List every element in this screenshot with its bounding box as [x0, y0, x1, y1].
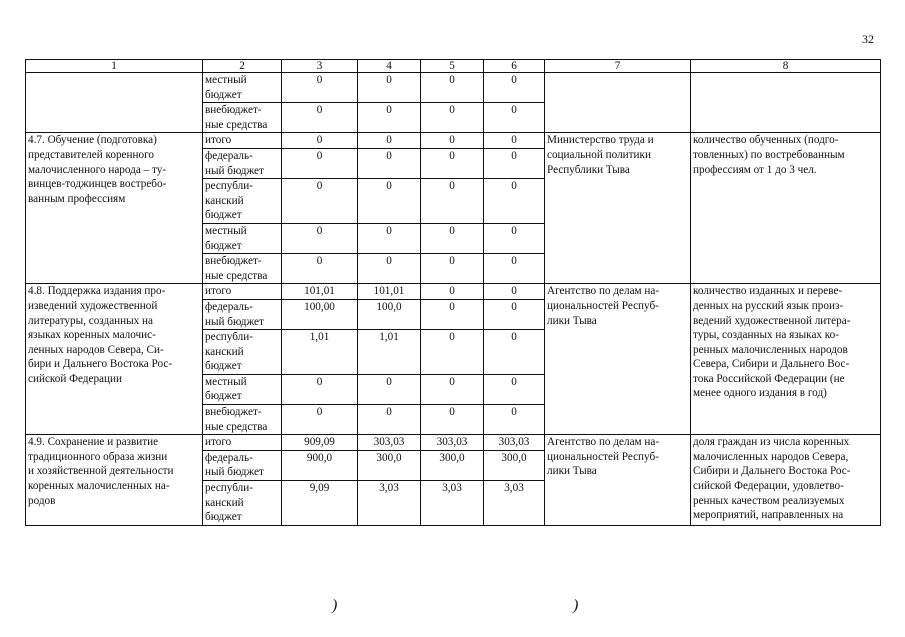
- value-cell: 300,0: [421, 450, 484, 480]
- value-cell: 0: [484, 179, 545, 224]
- value-cell: 0: [282, 148, 358, 178]
- budget-source-cell: республи- канский бюджет: [203, 330, 282, 375]
- column-header: 2: [203, 60, 282, 73]
- budget-source-cell: местный бюджет: [203, 223, 282, 253]
- value-cell: 0: [282, 254, 358, 284]
- value-cell: 100,0: [358, 299, 421, 329]
- measure-cell: 4.7. Обучение (подготовка) представителей коренного малочисленного народа – ту- винцев-тоджинцев востребо- ванным профессиям: [26, 133, 203, 284]
- value-cell: 0: [358, 133, 421, 149]
- value-cell: 0: [282, 405, 358, 435]
- column-header: 5: [421, 60, 484, 73]
- header-row: [26, 60, 881, 73]
- value-cell: 0: [358, 374, 421, 404]
- stray-mark: ): [573, 597, 579, 614]
- budget-table: [25, 59, 881, 526]
- value-cell: 0: [421, 103, 484, 133]
- budget-source-cell: республи- канский бюджет: [203, 179, 282, 224]
- value-cell: 0: [484, 103, 545, 133]
- value-cell: 0: [358, 73, 421, 103]
- indicator-cell: [691, 73, 881, 133]
- budget-source-cell: республи- канский бюджет: [203, 481, 282, 526]
- measure-cell: 4.9. Сохранение и развитие традиционного образа жизни и хозяйственной деятельности коренных малочисленных на- родов: [26, 435, 203, 526]
- value-cell: 0: [282, 103, 358, 133]
- value-cell: 909,09: [282, 435, 358, 451]
- value-cell: 3,03: [484, 481, 545, 526]
- indicator-cell: количество изданных и переве- денных на русский язык произ- ведений художественной литера- туры, созданных на языках ко- ренных малочисленных народов Севера, Сибири и Дальнего Вос- тока Российской Федерации (не менее одного издания в год): [691, 284, 881, 435]
- value-cell: 0: [421, 223, 484, 253]
- value-cell: 3,03: [358, 481, 421, 526]
- value-cell: 0: [358, 148, 421, 178]
- value-cell: 0: [358, 254, 421, 284]
- value-cell: 0: [484, 254, 545, 284]
- budget-source-cell: федераль- ный бюджет: [203, 148, 282, 178]
- value-cell: 0: [282, 73, 358, 103]
- column-header: 4: [358, 60, 421, 73]
- value-cell: 0: [484, 299, 545, 329]
- executor-cell: Агентство по делам на- циональностей Респуб- лики Тыва: [545, 435, 691, 526]
- budget-source-cell: внебюджет- ные средства: [203, 405, 282, 435]
- executor-cell: Министерство труда и социальной политики Республики Тыва: [545, 133, 691, 284]
- value-cell: 0: [282, 179, 358, 224]
- value-cell: 1,01: [282, 330, 358, 375]
- value-cell: 900,0: [282, 450, 358, 480]
- column-header: 1: [26, 60, 203, 73]
- column-header: 6: [484, 60, 545, 73]
- budget-source-cell: итого: [203, 435, 282, 451]
- value-cell: 0: [421, 148, 484, 178]
- column-header: 3: [282, 60, 358, 73]
- table-row: [26, 133, 881, 149]
- value-cell: 303,03: [484, 435, 545, 451]
- value-cell: 0: [421, 405, 484, 435]
- value-cell: 300,0: [358, 450, 421, 480]
- indicator-cell: количество обученных (подго- товленных) по востребованным профессиям от 1 до 3 чел.: [691, 133, 881, 284]
- value-cell: 303,03: [421, 435, 484, 451]
- value-cell: 0: [358, 405, 421, 435]
- value-cell: 0: [421, 179, 484, 224]
- column-header: 8: [691, 60, 881, 73]
- budget-source-cell: федераль- ный бюджет: [203, 299, 282, 329]
- value-cell: 0: [484, 374, 545, 404]
- value-cell: 0: [358, 103, 421, 133]
- value-cell: 0: [282, 133, 358, 149]
- value-cell: 1,01: [358, 330, 421, 375]
- value-cell: 0: [282, 374, 358, 404]
- value-cell: 0: [421, 254, 484, 284]
- value-cell: 0: [484, 148, 545, 178]
- value-cell: 3,03: [421, 481, 484, 526]
- table-body: [26, 60, 881, 526]
- measure-cell: 4.8. Поддержка издания про- изведений художественной литературы, созданных на языках коренных малочис- ленных народов Севера, Си- бири и Дальнего Востока Рос- сийской Федерации: [26, 284, 203, 435]
- value-cell: 0: [484, 284, 545, 300]
- value-cell: 0: [421, 299, 484, 329]
- budget-source-cell: федераль- ный бюджет: [203, 450, 282, 480]
- measure-cell: [26, 73, 203, 133]
- value-cell: 0: [484, 73, 545, 103]
- value-cell: 0: [484, 405, 545, 435]
- column-header: 7: [545, 60, 691, 73]
- value-cell: 0: [421, 73, 484, 103]
- value-cell: 0: [421, 133, 484, 149]
- budget-source-cell: местный бюджет: [203, 374, 282, 404]
- stray-mark: ): [332, 597, 338, 614]
- value-cell: 101,01: [358, 284, 421, 300]
- value-cell: 100,00: [282, 299, 358, 329]
- executor-cell: Агентство по делам на- циональностей Респуб- лики Тыва: [545, 284, 691, 435]
- indicator-cell: доля граждан из числа коренных малочисленных народов Севера, Сибири и Дальнего Востока Рос- сийской Федерации, удовлетво- ренных качеством реализуемых мероприятий, направленных на: [691, 435, 881, 526]
- value-cell: 300,0: [484, 450, 545, 480]
- value-cell: 0: [421, 374, 484, 404]
- value-cell: 0: [484, 330, 545, 375]
- value-cell: 101,01: [282, 284, 358, 300]
- value-cell: 0: [358, 223, 421, 253]
- page-number: 32: [862, 32, 874, 46]
- executor-cell: [545, 73, 691, 133]
- value-cell: 0: [484, 133, 545, 149]
- budget-source-cell: итого: [203, 284, 282, 300]
- budget-source-cell: местный бюджет: [203, 73, 282, 103]
- budget-source-cell: внебюджет- ные средства: [203, 103, 282, 133]
- table-row: [26, 435, 881, 451]
- table-row: [26, 73, 881, 103]
- value-cell: 9,09: [282, 481, 358, 526]
- value-cell: 0: [484, 223, 545, 253]
- budget-source-cell: внебюджет- ные средства: [203, 254, 282, 284]
- value-cell: 0: [358, 179, 421, 224]
- value-cell: 0: [282, 223, 358, 253]
- value-cell: 303,03: [358, 435, 421, 451]
- budget-source-cell: итого: [203, 133, 282, 149]
- value-cell: 0: [421, 330, 484, 375]
- value-cell: 0: [421, 284, 484, 300]
- table-row: [26, 284, 881, 300]
